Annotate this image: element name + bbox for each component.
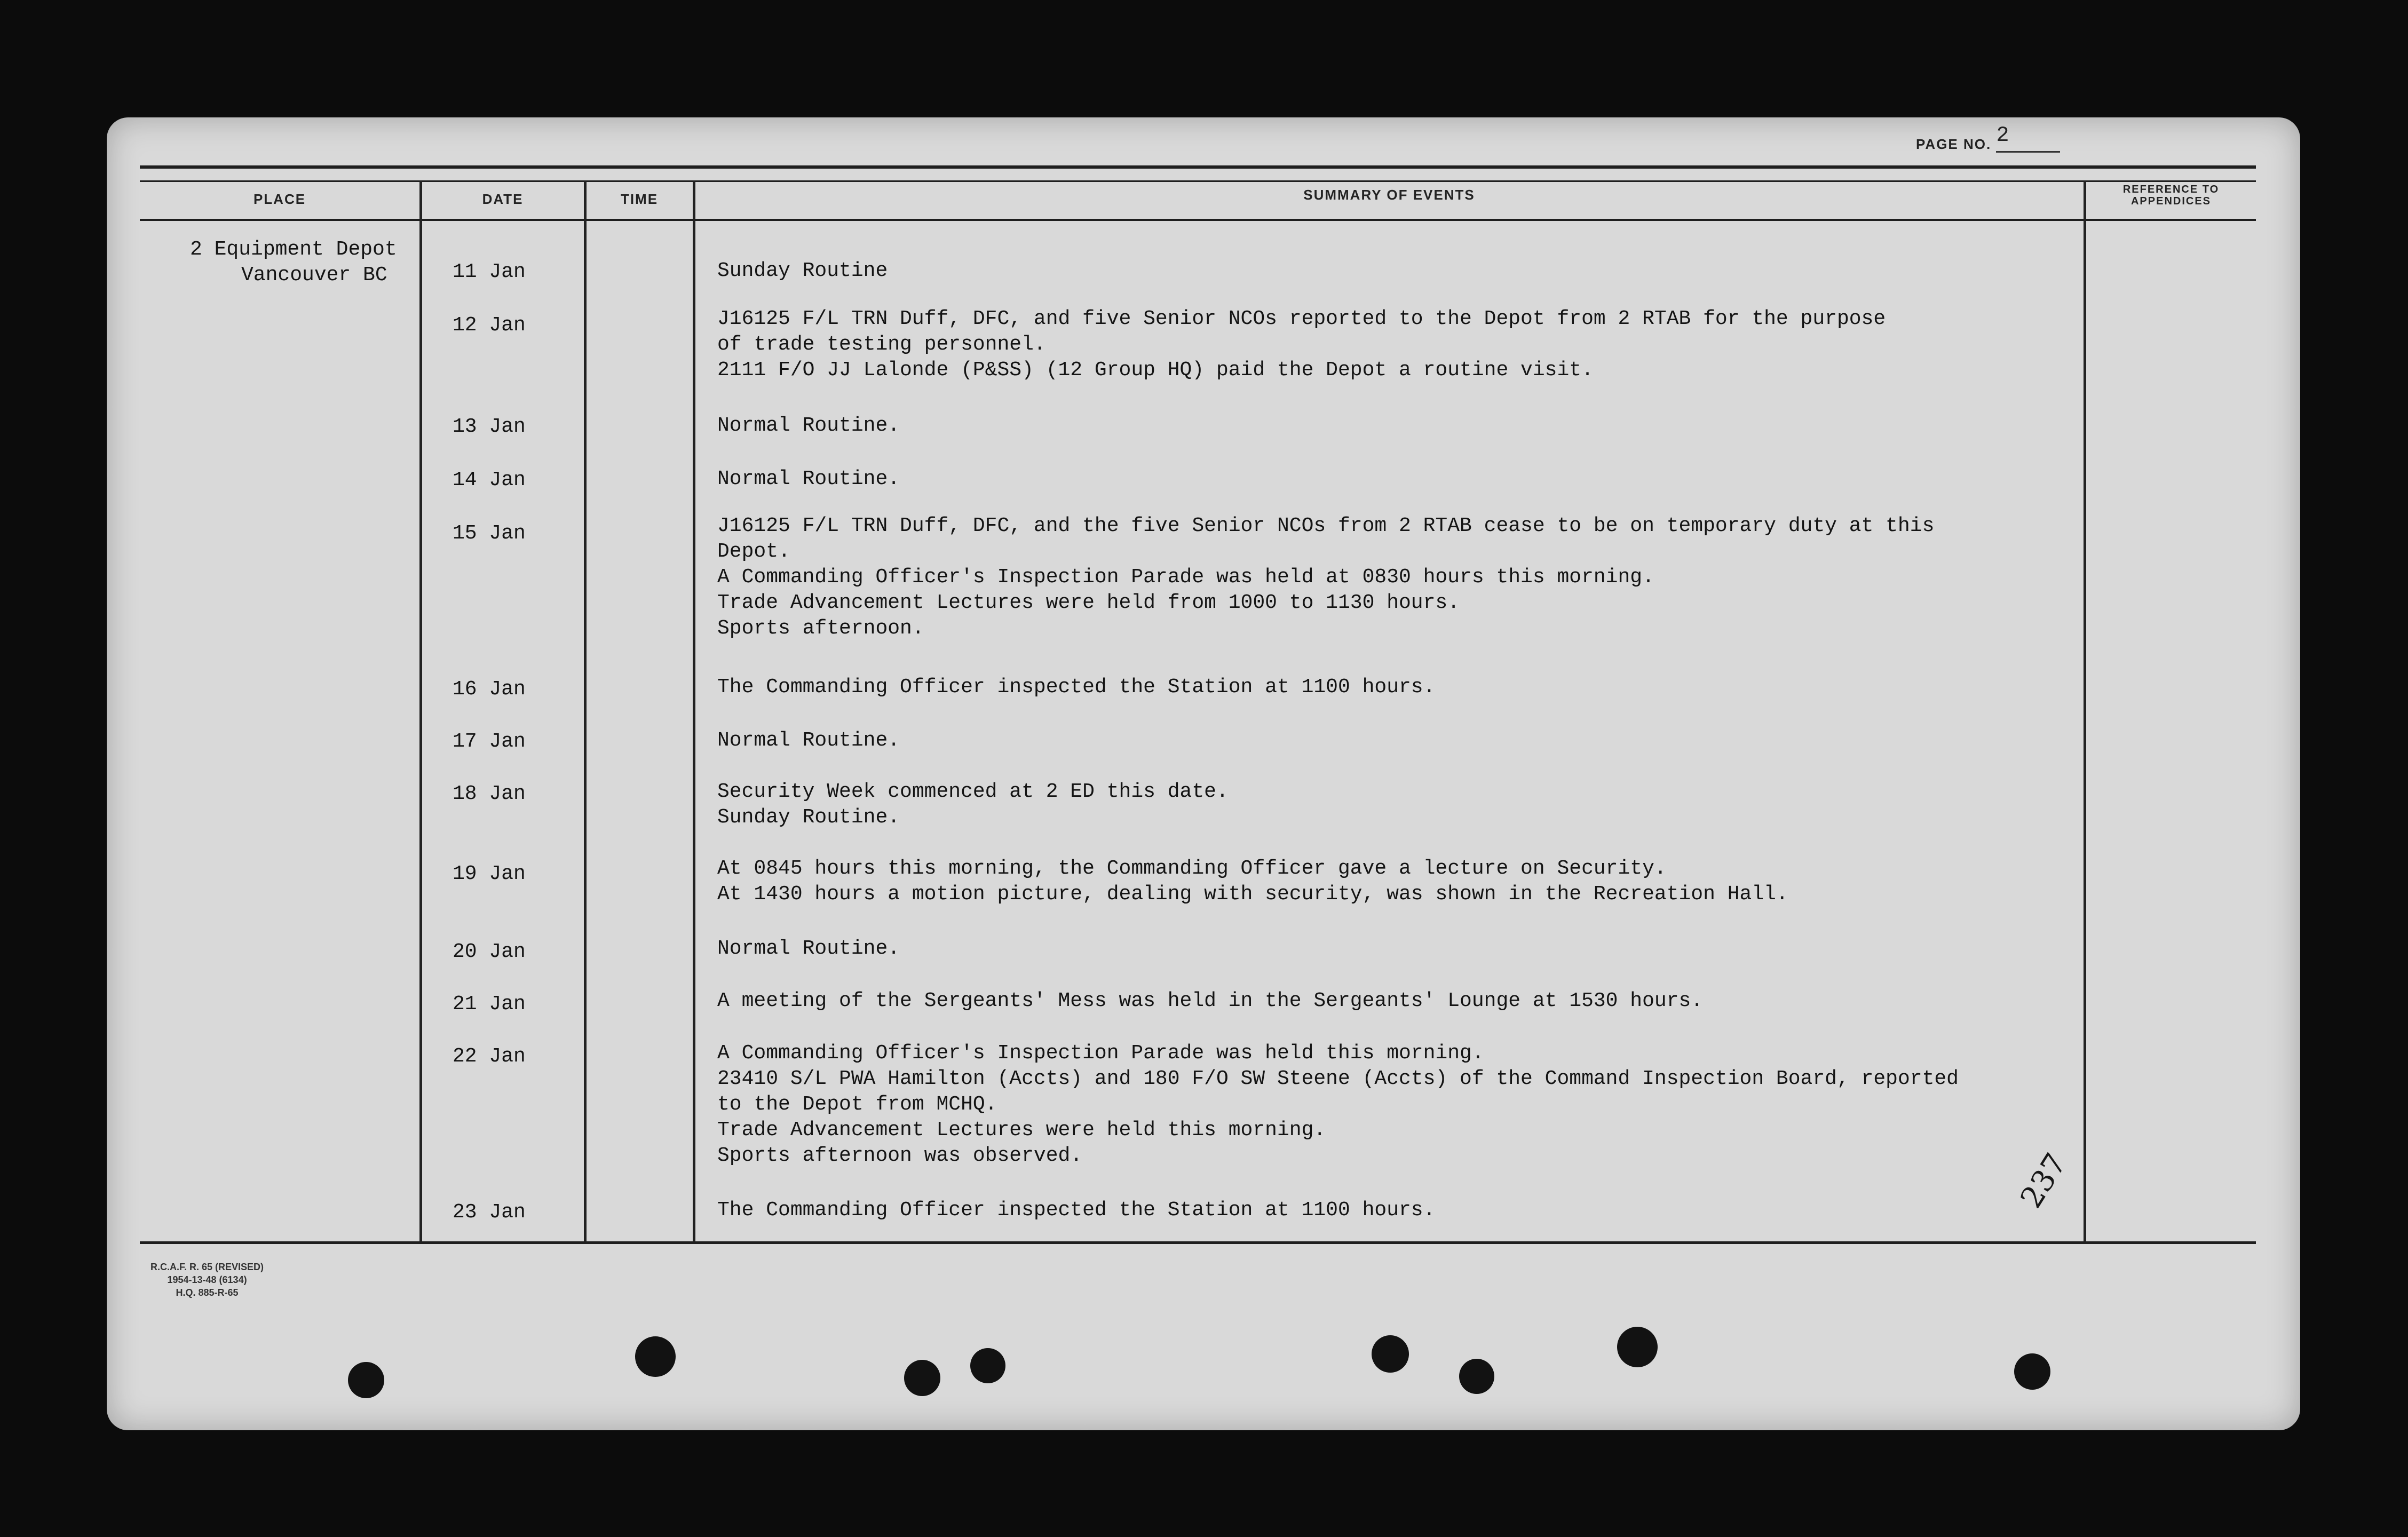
punch-hole (1372, 1335, 1409, 1373)
divider-time-summary (693, 180, 695, 1242)
header-reference (2086, 184, 2256, 207)
entry-line: Normal Routine. (717, 468, 900, 490)
entry-line: The Commanding Officer inspected the Station at 1100 hours. (717, 676, 1436, 699)
entry-text (717, 1198, 1435, 1223)
header-summary: SUMMARY OF EVENTS (1303, 187, 1475, 203)
entry-text (717, 779, 1229, 830)
entry-line: of trade testing personnel. (717, 333, 1046, 356)
entry-date: 17 Jan (453, 730, 526, 753)
page-number-value: 2 (1996, 124, 2010, 148)
punch-hole (904, 1360, 940, 1396)
entry-line: Trade Advancement Lectures were held from 1000 to 1130 hours. (717, 591, 1460, 614)
entry-line: At 1430 hours a motion picture, dealing with security, was shown in the Recreation Hall. (717, 883, 1788, 906)
punch-hole (348, 1362, 384, 1398)
entry-line: Sunday Routine (717, 259, 888, 282)
entry-text (717, 466, 900, 492)
entry-line: Security Week commenced at 2 ED this date. (717, 780, 1229, 803)
entry-line: A meeting of the Sergeants' Mess was held in the Sergeants' Lounge at 1530 hours. (717, 989, 1704, 1012)
entry-text (717, 306, 1886, 383)
entry-text (717, 1041, 1959, 1169)
punch-hole (635, 1336, 676, 1377)
entry-line: A Commanding Officer's Inspection Parade was held at 0830 hours this morning. (717, 566, 1654, 589)
form-line3: H.Q. 885-R-65 (176, 1287, 239, 1298)
punch-hole (2014, 1353, 2050, 1390)
entry-line: to the Depot from MCHQ. (717, 1093, 997, 1116)
entry-line: J16125 F/L TRN Duff, DFC, and five Senior NCOs reported to the Depot from 2 RTAB for the purpose (717, 307, 1886, 330)
entry-date: 11 Jan (453, 260, 526, 283)
entry-date: 15 Jan (453, 522, 526, 545)
entry-text (717, 675, 1435, 700)
entry-date: 16 Jan (453, 678, 526, 701)
header-reference-line2: APPENDICES (2130, 195, 2212, 207)
entry-line: Normal Routine. (717, 414, 900, 437)
entry-text (717, 413, 900, 439)
bottom-rule (140, 1241, 2256, 1244)
entry-text (717, 936, 900, 962)
column-header-bottom-rule (140, 219, 2256, 221)
entry-text (717, 728, 900, 754)
header-place: PLACE (253, 191, 306, 207)
entry-date: 21 Jan (453, 993, 526, 1016)
entry-line: 23410 S/L PWA Hamilton (Accts) and 180 F/O SW Steene (Accts) of the Command Inspection Board, reported (717, 1067, 1959, 1090)
entry-date: 13 Jan (453, 415, 526, 438)
top-rule (140, 165, 2256, 169)
place-line1: 2 Equipment Depot (190, 238, 397, 261)
entry-line: Sports afternoon was observed. (717, 1144, 1083, 1167)
entry-line: Depot. (717, 540, 790, 563)
entry-date: 18 Jan (453, 782, 526, 805)
entry-line: Normal Routine. (717, 729, 900, 752)
entry-text (717, 513, 1934, 641)
entry-date: 19 Jan (453, 862, 526, 885)
entry-date: 14 Jan (453, 469, 526, 492)
entry-line: Normal Routine. (717, 937, 900, 960)
header-reference-line1: REFERENCE TO (2122, 184, 2220, 195)
punch-hole (970, 1348, 1005, 1383)
header-rule (140, 180, 2256, 182)
divider-place-date (419, 180, 422, 1242)
form-number (150, 1261, 264, 1299)
entry-text (717, 988, 1703, 1014)
entry-date: 20 Jan (453, 940, 526, 963)
punch-hole (1459, 1359, 1494, 1394)
entry-date: 12 Jan (453, 314, 526, 337)
entry-line: J16125 F/L TRN Duff, DFC, and the five Senior NCOs from 2 RTAB cease to be on temporary duty at this (717, 514, 1935, 537)
divider-date-time (584, 180, 587, 1242)
entry-text (717, 856, 1788, 907)
header-date: DATE (482, 191, 524, 207)
reference-mark: 237 (2014, 1147, 2074, 1215)
entry-line: The Commanding Officer inspected the Station at 1100 hours. (717, 1199, 1436, 1222)
divider-summary-reference (2084, 180, 2086, 1242)
page-number-label: PAGE NO. (1916, 136, 1992, 152)
header-time: TIME (620, 191, 659, 207)
entry-line: Trade Advancement Lectures were held this morning. (717, 1119, 1326, 1142)
entry-date: 23 Jan (453, 1201, 526, 1224)
entry-line: At 0845 hours this morning, the Commanding Officer gave a lecture on Security. (717, 857, 1667, 880)
form-line1: R.C.A.F. R. 65 (REVISED) (150, 1262, 264, 1272)
entry-line: A Commanding Officer's Inspection Parade was held this morning. (717, 1042, 1484, 1065)
place-line2: Vancouver BC (241, 264, 387, 287)
page-number (1916, 124, 2060, 153)
form-line2: 1954-13-48 (6134) (167, 1274, 247, 1285)
entry-date: 22 Jan (453, 1045, 526, 1068)
punch-hole (1617, 1327, 1658, 1367)
entry-text (717, 258, 888, 284)
entry-line: 2111 F/O JJ Lalonde (P&SS) (12 Group HQ) paid the Depot a routine visit. (717, 359, 1594, 382)
entry-line: Sports afternoon. (717, 617, 924, 640)
entry-line: Sunday Routine. (717, 806, 900, 829)
